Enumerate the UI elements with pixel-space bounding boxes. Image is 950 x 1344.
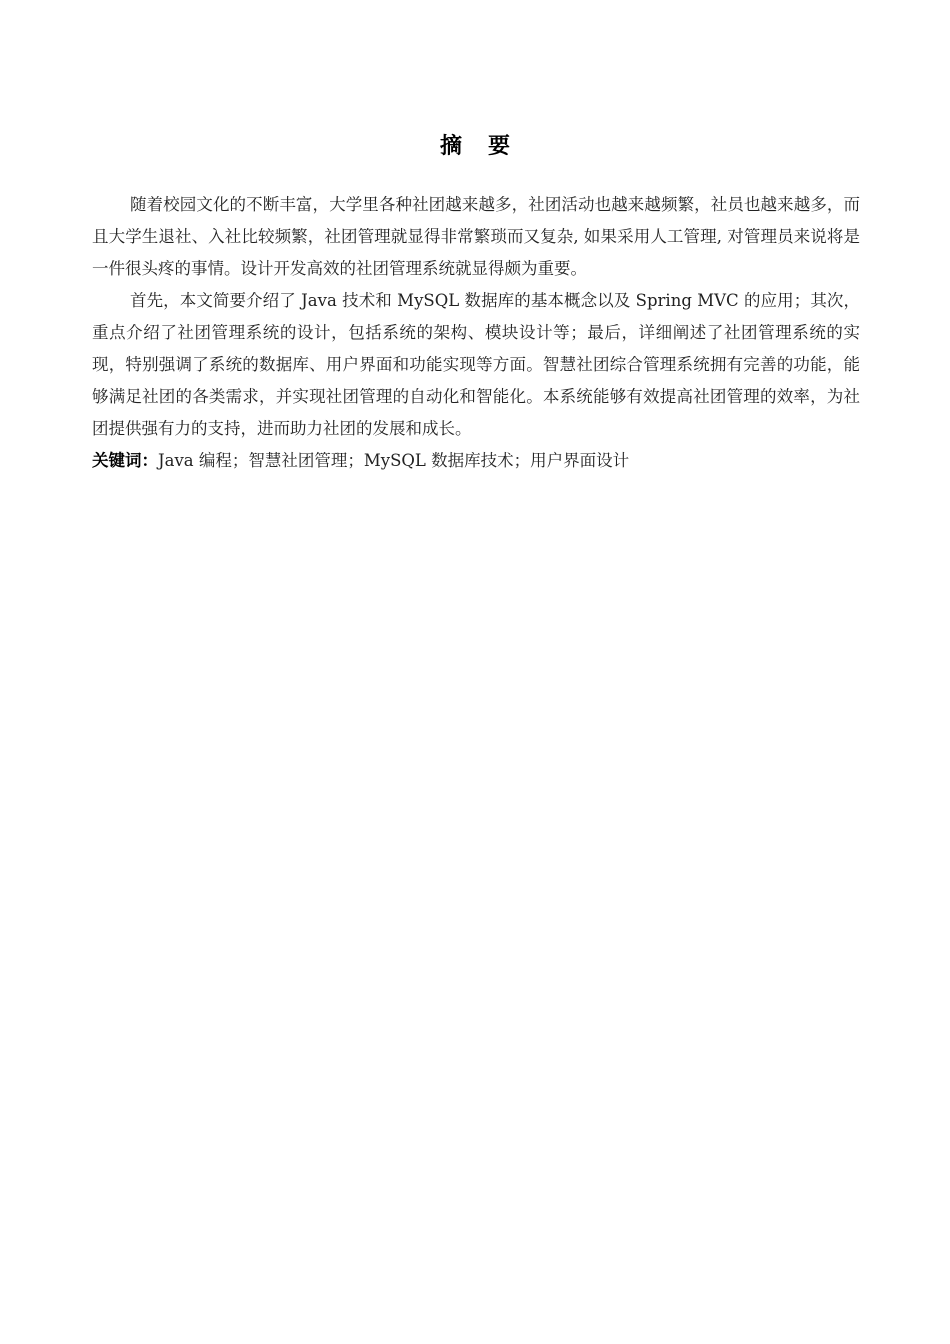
keywords-label: 关键词： xyxy=(92,451,158,470)
abstract-title: 摘要 xyxy=(439,134,536,159)
abstract-paragraph-1: 随着校园文化的不断丰富，大学里各种社团越来越多，社团活动也越来越频繁，社员也越来越多，而且大学生退社、入社比较频繁，社团管理就显得非常繁琐而又复杂, 如果采用人工管理, 对管理员来说将是一件很头疼的事情。设计开发高效的社团管理系统就显得颇为重要。 xyxy=(92,195,860,278)
abstract-body xyxy=(92,189,860,477)
abstract-paragraph-2: 首先，本文简要介绍了 Java 技术和 MySQL 数据库的基本概念以及 Spring MVC 的应用；其次，重点介绍了社团管理系统的设计，包括系统的架构、模块设计等；最后，详细阐述了社团管理系统的实现，特别强调了系统的数据库、用户界面和功能实现等方面。智慧社团综合管理系统拥有完善的功能，能够满足社团的各类需求，并实现社团管理的自动化和智能化。本系统能够有效提高社团管理的效率，为社团提供强有力的支持，进而助力社团的发展和成长。 xyxy=(92,291,860,438)
keywords-text: Java 编程；智慧社团管理；MySQL 数据库技术；用户界面设计 xyxy=(158,451,630,470)
keywords-line xyxy=(92,445,860,477)
